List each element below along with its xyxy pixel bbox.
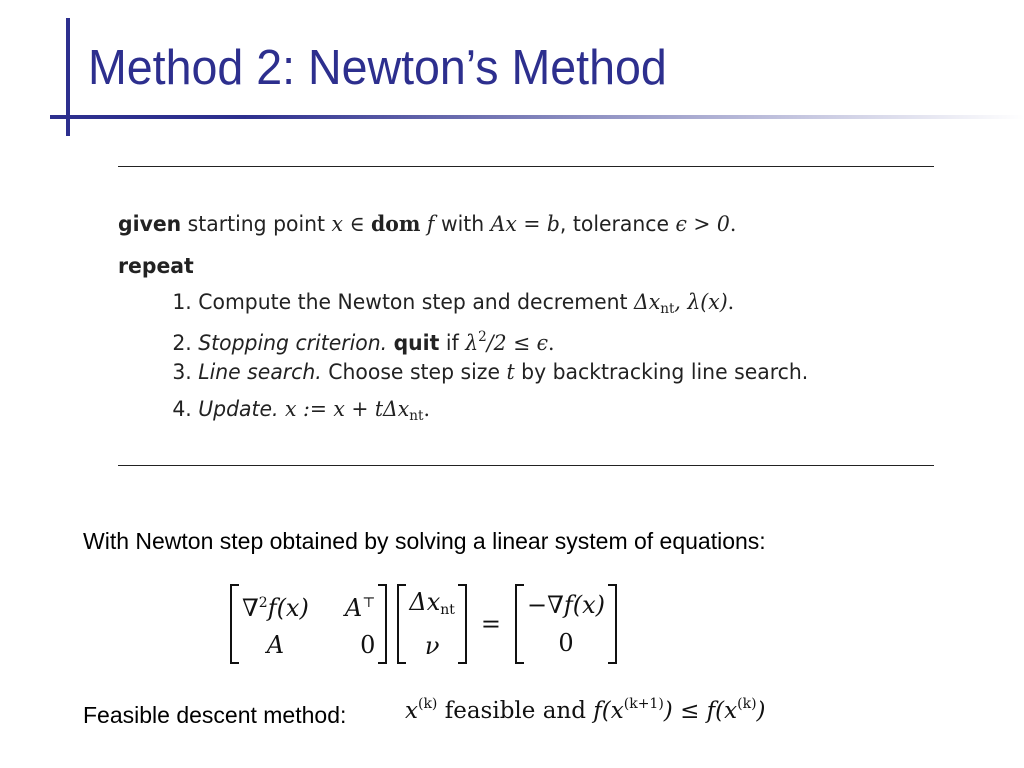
step-label: Line search.	[198, 360, 322, 384]
given-math-constraint: Ax = b	[490, 212, 560, 236]
step-number: 4.	[172, 397, 192, 421]
given-text-with: with	[440, 212, 485, 236]
feasible-f-open: f(x	[593, 698, 624, 724]
step-number: 3.	[172, 360, 192, 384]
feasible-descent-label: Feasible descent method:	[83, 702, 347, 728]
kkt-matrix-cell-a-transpose: A⊤	[344, 594, 376, 623]
feasible-text: feasible and	[437, 698, 594, 724]
step-period: .	[727, 290, 735, 314]
given-text-starting-point: starting point	[187, 212, 326, 236]
step-math-criterion: /2 ≤ ϵ	[486, 331, 549, 355]
kkt-rhs-cell-gradient: −∇f(x)	[527, 591, 606, 619]
step-text: Compute the Newton step and decrement	[198, 290, 628, 314]
step-math-newton-step: Δx	[634, 290, 661, 314]
feasible-x: x	[405, 698, 418, 724]
step-math-t: t	[506, 360, 515, 384]
step-text-end: by backtracking line search.	[521, 360, 809, 384]
step-math-decrement: , λ(x)	[674, 290, 728, 314]
kkt-rhs-cell-zero: 0	[558, 629, 574, 657]
step-text: Choose step size	[328, 360, 500, 384]
kkt-vector-cell-nu: ν	[424, 631, 440, 660]
feasible-k-second: (k)	[737, 696, 757, 712]
kkt-system-equation	[230, 584, 617, 664]
feasible-condition-formula	[405, 696, 766, 724]
feasible-k-plus-1: (k+1)	[623, 696, 664, 712]
given-math-x-in: x ∈	[331, 212, 372, 236]
kkt-unknown-vector	[397, 584, 467, 664]
algorithm-step-3	[172, 357, 808, 387]
step-label: Stopping criterion.	[198, 331, 388, 355]
step-math-superscript: 2	[478, 329, 487, 345]
kkt-matrix-cell-zero: 0	[360, 630, 376, 659]
step-text: if	[445, 331, 459, 355]
kkt-vector-cell-step: $\Delta x_{nt}$	[409, 588, 455, 619]
feasible-le: ) ≤ f(x	[663, 698, 738, 724]
given-math-f: f	[420, 212, 435, 236]
step-label: Update.	[198, 397, 279, 421]
step-number: 2.	[172, 331, 192, 355]
kkt-matrix-cell-a: A	[266, 630, 285, 659]
step-number: 1.	[172, 290, 192, 314]
feasible-k: (k)	[417, 696, 438, 712]
algorithm-step-1	[172, 287, 734, 317]
algorithm-bottom-rule	[118, 465, 934, 466]
given-math-epsilon: ϵ > 0	[675, 212, 730, 236]
kkt-rhs-vector	[515, 584, 617, 664]
given-text-tolerance: , tolerance	[559, 212, 670, 236]
algorithm-step-2	[172, 322, 555, 355]
step-math-subscript: nt	[409, 408, 424, 424]
step-period: .	[548, 331, 555, 355]
algorithm-given-line	[118, 209, 736, 239]
given-period: .	[729, 212, 737, 236]
step-math-update: x := x + tΔx	[284, 397, 410, 421]
equals-sign: =	[480, 610, 501, 638]
repeat-keyword: repeat	[118, 254, 194, 278]
kkt-matrix-cell-hessian: ∇$^2$f(x)	[242, 594, 309, 623]
slide-title: Method 2: Newton’s Method	[88, 41, 667, 95]
given-keyword: given	[118, 212, 182, 236]
feasible-close: )	[756, 698, 766, 724]
kkt-matrix	[230, 584, 387, 664]
given-math-dom: dom	[371, 211, 421, 236]
step-keyword-quit: quit	[393, 331, 440, 355]
title-accent-horizontal-bar	[50, 115, 1024, 119]
step-math-lambda: λ	[465, 331, 479, 355]
step-math-subscript: nt	[660, 301, 675, 317]
step-period: .	[423, 397, 430, 421]
newton-step-intro: With Newton step obtained by solving a linear system of equations:	[83, 528, 766, 554]
algorithm-top-rule	[118, 166, 934, 167]
algorithm-step-4	[172, 394, 430, 424]
